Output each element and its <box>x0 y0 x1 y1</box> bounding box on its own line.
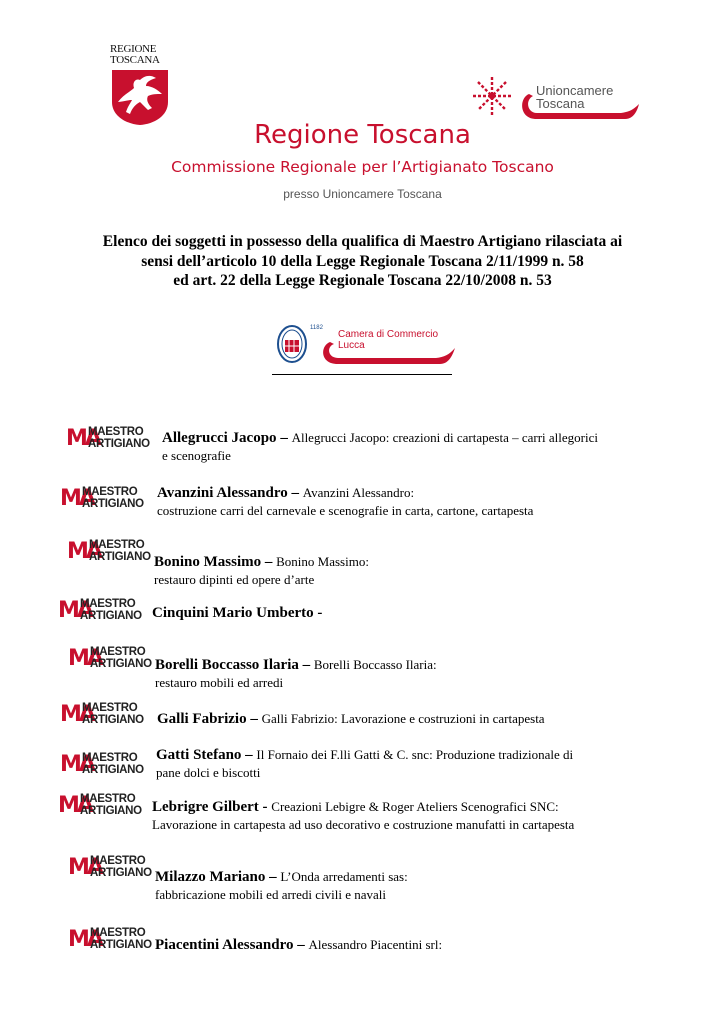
entry-separator: - <box>313 605 323 621</box>
entry-name: Bonino Massimo <box>154 554 262 570</box>
badge-letters: MA <box>68 855 101 880</box>
badge-word-1: MAESTRO <box>89 539 145 551</box>
maestro-artigiano-badge <box>60 702 144 728</box>
entry-description-line2: restauro mobili ed arredi <box>155 675 284 690</box>
badge-word-2: ARTIGIANO <box>90 658 152 670</box>
entry-name: Piacentini Alessandro <box>155 937 294 953</box>
entry-description-line2: costruzione carri del carnevale e scenografie in carta, cartone, cartapesta <box>157 503 534 518</box>
document-heading <box>60 232 665 291</box>
badge-word-1: MAESTRO <box>82 486 138 498</box>
entry-description: L’Onda arredamenti sas: <box>280 869 408 884</box>
heading-line-2: sensi dell’articolo 10 della Legge Regionale Toscana 2/11/1999 n. 58 <box>141 252 584 270</box>
page-subtitle: Commissione Regionale per l’Artigianato Toscano <box>171 158 554 176</box>
badge-word-1: MAESTRO <box>90 855 146 867</box>
badge-word-2: ARTIGIANO <box>88 438 150 450</box>
entry-text <box>162 429 598 464</box>
badge-letters: MA <box>60 702 93 727</box>
badge-letters: MA <box>68 646 101 671</box>
entry-separator: – <box>261 554 277 570</box>
badge-word-2: ARTIGIANO <box>90 939 152 951</box>
maestro-artigiano-badge <box>60 486 144 512</box>
badge-word-2: ARTIGIANO <box>90 867 152 879</box>
unioncamere-star-icon <box>470 74 514 118</box>
badge-word-2: ARTIGIANO <box>89 551 151 563</box>
entry-name: Avanzini Alessandro <box>157 485 288 501</box>
entry-separator: – <box>287 485 303 501</box>
entry-separator: - <box>258 799 272 815</box>
entry-separator: – <box>276 430 292 446</box>
entry-text <box>152 798 574 833</box>
entry-description-line2: restauro dipinti ed opere d’arte <box>154 572 315 587</box>
badge-word-1: MAESTRO <box>90 646 146 658</box>
entry-name: Gatti Stefano <box>156 747 242 763</box>
badge-word-1: MAESTRO <box>82 752 138 764</box>
entry-description: Allegrucci Jacopo: creazioni di cartapesta – carri allegorici <box>291 430 598 445</box>
maestro-artigiano-badge <box>58 598 142 624</box>
entry-description: Creazioni Lebigre & Roger Ateliers Scenografici SNC: <box>271 799 559 814</box>
entry-description-line2: e scenografie <box>162 448 231 463</box>
entry-text <box>152 604 322 622</box>
entry-name: Allegrucci Jacopo <box>162 430 277 446</box>
entry-description: Borelli Boccasso Ilaria: <box>313 657 437 672</box>
page-title: Regione Toscana <box>254 120 471 150</box>
entry-name: Cinquini Mario Umberto <box>152 605 314 621</box>
regione-logo-line2: TOSCANA <box>110 54 160 66</box>
badge-letters: MA <box>68 927 101 952</box>
camera-year: 1182 <box>310 325 323 331</box>
presso-line: presso Unioncamere Toscana <box>283 187 442 201</box>
regione-logo-line1: REGIONE <box>110 43 157 55</box>
badge-word-1: MAESTRO <box>80 793 136 805</box>
entry-name: Lebrigre Gilbert <box>152 799 259 815</box>
entry-name: Borelli Boccasso Ilaria <box>155 657 299 673</box>
badge-word-1: MAESTRO <box>90 927 146 939</box>
badge-word-2: ARTIGIANO <box>82 714 144 726</box>
maestro-artigiano-badge <box>60 752 144 778</box>
maestro-artigiano-badge <box>68 646 152 672</box>
entry-text <box>155 656 437 691</box>
camera-emblem-icon <box>276 324 308 364</box>
entry-description: Avanzini Alessandro: <box>302 485 415 500</box>
maestro-artigiano-badge <box>66 426 150 452</box>
regione-toscana-logo <box>110 44 172 124</box>
badge-word-1: MAESTRO <box>80 598 136 610</box>
entry-description-line2: Lavorazione in cartapesta ad uso decorativo e costruzione manufatti in cartapesta <box>152 817 575 832</box>
entry-description: Bonino Massimo: <box>276 554 369 569</box>
badge-letters: MA <box>60 752 93 777</box>
entry-separator: – <box>293 937 309 953</box>
entry-text <box>155 868 408 903</box>
entry-text <box>155 936 442 954</box>
unioncamere-line2: Toscana <box>536 96 585 111</box>
camera-line2: Lucca <box>338 340 365 351</box>
entry-separator: – <box>298 657 314 673</box>
badge-letters: MA <box>66 426 99 451</box>
camera-line1: Camera di Commercio <box>338 329 439 340</box>
entry-separator: – <box>246 711 262 727</box>
entry-description-line2: fabbricazione mobili ed arredi civili e navali <box>155 887 387 902</box>
camera-commercio-logo <box>276 318 456 370</box>
heading-line-1: Elenco dei soggetti in possesso della qualifica di Maestro Artigiano rilasciata ai <box>102 233 623 250</box>
badge-letters: MA <box>58 598 91 623</box>
entry-name: Galli Fabrizio <box>157 711 247 727</box>
maestro-artigiano-badge <box>67 539 151 565</box>
badge-word-1: MAESTRO <box>88 426 144 438</box>
unioncamere-swoosh-icon <box>515 92 640 122</box>
badge-letters: MA <box>67 539 100 564</box>
heading-line-3: ed art. 22 della Legge Regionale Toscana 22/10/2008 n. 53 <box>173 272 552 289</box>
badge-letters: MA <box>60 486 93 511</box>
entry-text <box>157 484 533 519</box>
badge-word-1: MAESTRO <box>82 702 138 714</box>
camera-swoosh-icon <box>316 340 456 366</box>
entry-description: Galli Fabrizio: Lavorazione e costruzioni in cartapesta <box>261 711 545 726</box>
maestro-artigiano-badge <box>68 855 152 881</box>
entry-description-line2: pane dolci e biscotti <box>156 765 261 780</box>
entry-text <box>154 553 369 588</box>
divider-rule <box>272 374 452 375</box>
unioncamere-line1: Unioncamere <box>536 83 614 98</box>
entry-description: Alessandro Piacentini srl: <box>308 937 443 952</box>
maestro-artigiano-badge <box>58 793 142 819</box>
entry-name: Milazzo Mariano <box>155 869 266 885</box>
pegasus-shield-icon <box>110 68 170 126</box>
entry-separator: – <box>241 747 257 763</box>
badge-word-2: ARTIGIANO <box>80 805 142 817</box>
entry-text <box>156 746 573 781</box>
maestro-artigiano-badge <box>68 927 152 953</box>
badge-word-2: ARTIGIANO <box>82 764 144 776</box>
badge-word-2: ARTIGIANO <box>80 610 142 622</box>
entry-description: Il Fornaio dei F.lli Gatti & C. snc: Produzione tradizionale di <box>256 747 574 762</box>
badge-letters: MA <box>58 793 91 818</box>
entry-separator: – <box>265 869 281 885</box>
badge-word-2: ARTIGIANO <box>82 498 144 510</box>
entry-text <box>157 710 545 728</box>
